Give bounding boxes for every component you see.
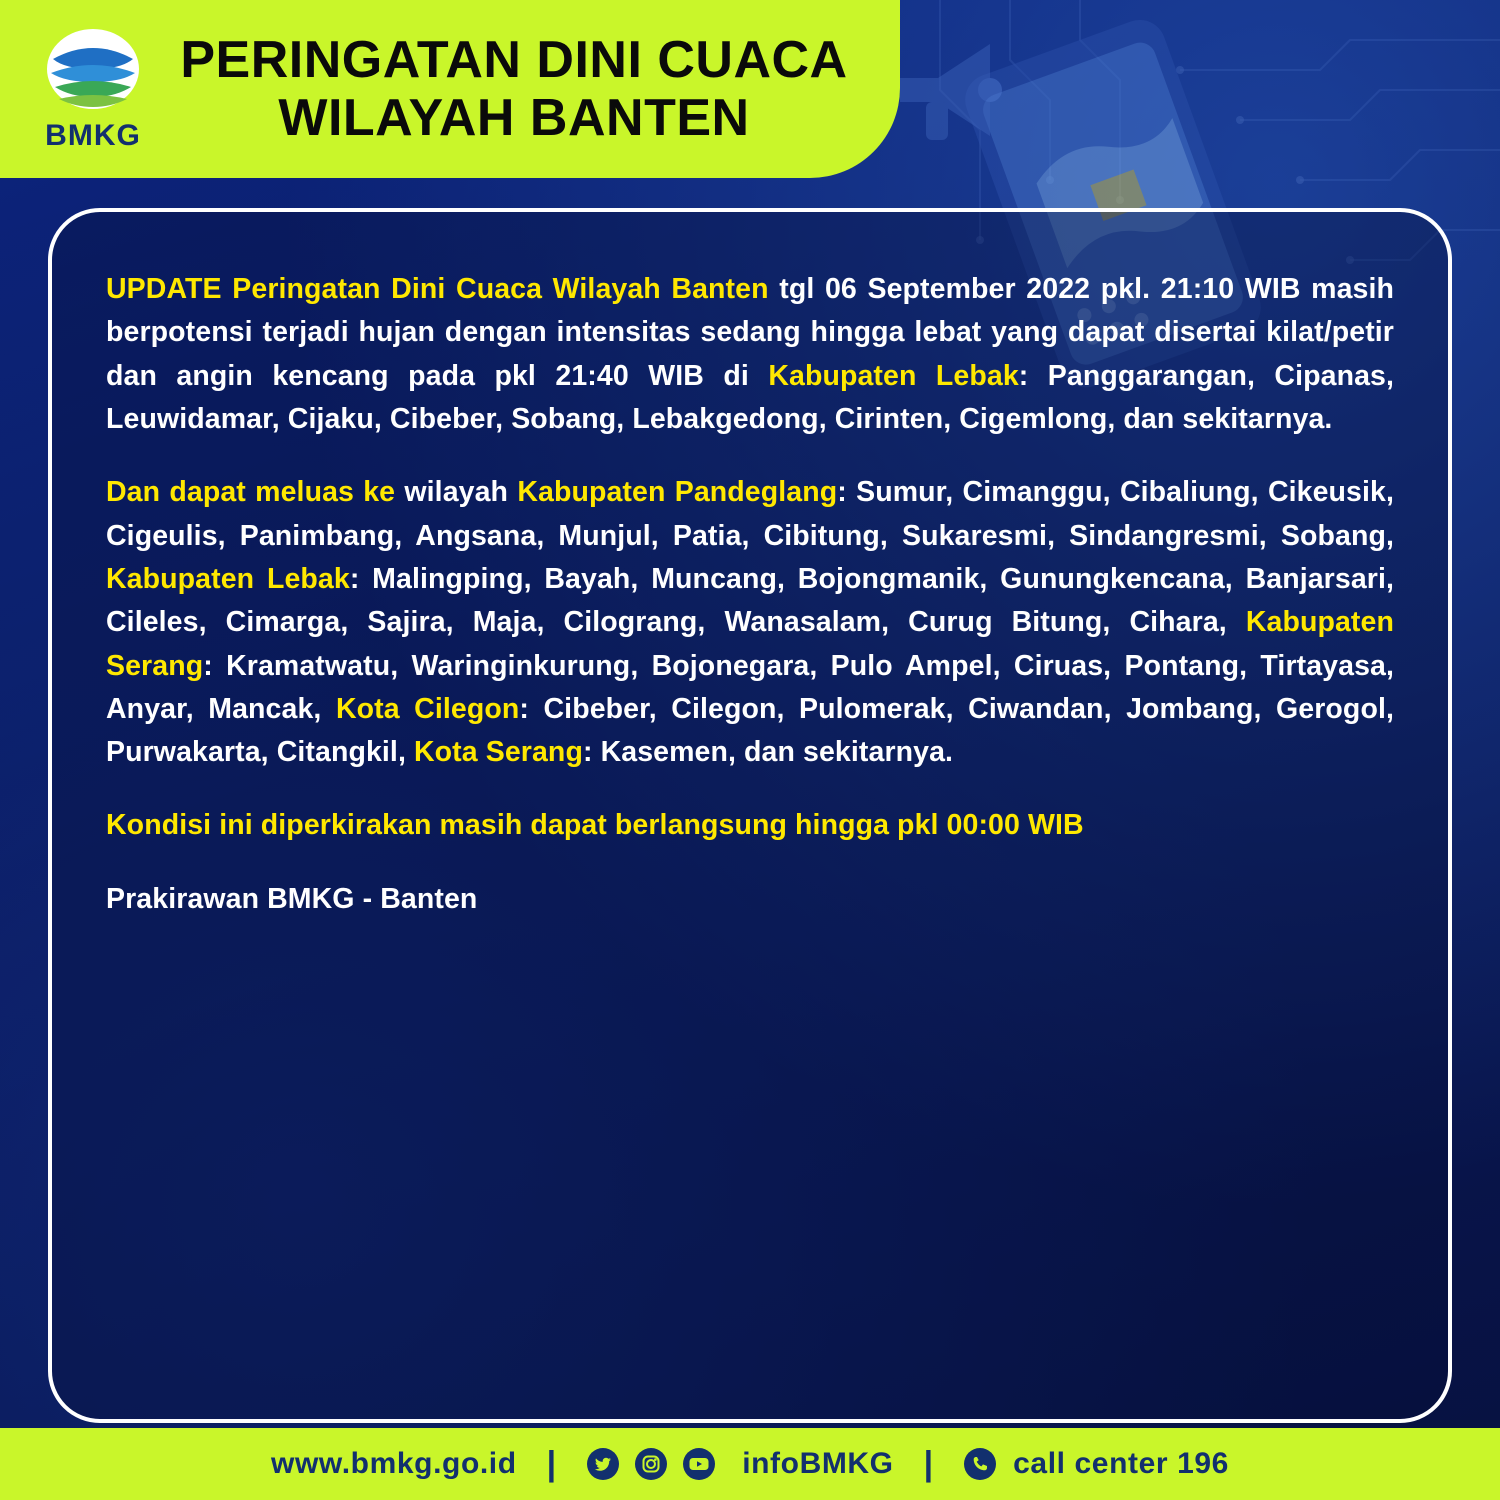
text-run-9: Kota Cilegon — [335, 692, 520, 725]
footer-social-group — [586, 1447, 716, 1481]
text-run-5: Kabupaten Lebak — [106, 562, 350, 595]
text-run-2: wilayah — [404, 476, 518, 509]
phone-icon — [963, 1447, 997, 1481]
header-pill — [0, 0, 900, 178]
footer-separator-right: | — [923, 1444, 934, 1483]
text-run-11: Kota Serang — [413, 736, 583, 769]
text-run-3: Kabupaten Pandeglang — [517, 476, 838, 509]
paragraph-3 — [106, 804, 1394, 847]
paragraph-2 — [106, 471, 1394, 774]
text-run-7: Kabupaten Serang — [106, 606, 1394, 682]
footer-bar — [0, 1428, 1500, 1500]
text-run-6: : Malingping, Bayah, Muncang, Bojongmanik, Gunungkencana, Banjarsari, Cileles, Cimarga, Sajira, Maja, Cilograng, Wanasalam, Curug Bitung, Cihara, — [106, 562, 1394, 639]
footer-website[interactable]: www.bmkg.go.id — [271, 1447, 517, 1480]
text-run-1: Prakirawan BMKG - Banten — [106, 882, 478, 915]
youtube-icon[interactable] — [682, 1447, 716, 1481]
text-run-4: : Panggarangan, Cipanas, Leuwidamar, Cijaku, Cibeber, Sobang, Lebakgedong, Cirinten, Cigemlong, dan sekitarnya. — [106, 359, 1395, 435]
page-title — [168, 31, 900, 147]
footer-call-center[interactable]: call center 196 — [1013, 1447, 1229, 1480]
instagram-icon[interactable] — [634, 1447, 668, 1481]
bmkg-logo-icon — [39, 25, 147, 117]
header — [0, 0, 1500, 178]
text-run-1: Dan dapat meluas ke — [106, 476, 405, 509]
text-run-1: UPDATE Peringatan Dini Cuaca Wilayah Banten — [106, 273, 780, 305]
warning-text-body — [52, 212, 1448, 921]
warning-card — [48, 208, 1452, 1423]
text-run-8: : Kramatwatu, Waringinkurung, Bojonegara, Pulo Ampel, Ciruas, Pontang, Tirtayasa, Anyar, Mancak, — [106, 649, 1394, 725]
twitter-icon[interactable] — [586, 1447, 620, 1481]
footer-social-handle[interactable]: infoBMKG — [742, 1447, 894, 1480]
page-title-line2: WILAYAH BANTEN — [278, 89, 750, 147]
paragraph-1 — [106, 268, 1394, 441]
footer-separator-left: | — [546, 1444, 557, 1483]
paragraph-4-signature — [106, 878, 1394, 921]
bmkg-logo-label: BMKG — [45, 119, 141, 152]
footer-call-group — [963, 1447, 1229, 1481]
text-run-12: : Kasemen, dan sekitarnya. — [582, 736, 954, 769]
bmkg-logo — [18, 25, 168, 153]
text-run-1: Kondisi ini diperkirakan masih dapat berlangsung hingga pkl 00:00 WIB — [106, 809, 1084, 842]
text-run-4: : Sumur, Cimanggu, Cibaliung, Cikeusik, Cigeulis, Panimbang, Angsana, Munjul, Patia, Cibitung, Sukaresmi, Sindangresmi, Sobang, — [106, 476, 1394, 552]
text-run-10: : Cibeber, Cilegon, Pulomerak, Ciwandan, Jombang, Gerogol, Purwakarta, Citangkil, — [106, 692, 1394, 769]
text-run-2: tgl 06 September 2022 pkl. 21:10 WIB masih berpotensi terjadi hujan dengan intensitas sedang hingga lebat yang dapat disertai kilat/petir dan angin kencang pada pkl 21:40 WIB di — [106, 273, 1394, 392]
page-title-line1: PERINGATAN DINI CUACA — [180, 30, 848, 89]
text-run-3: Kabupaten Lebak — [768, 359, 1019, 392]
